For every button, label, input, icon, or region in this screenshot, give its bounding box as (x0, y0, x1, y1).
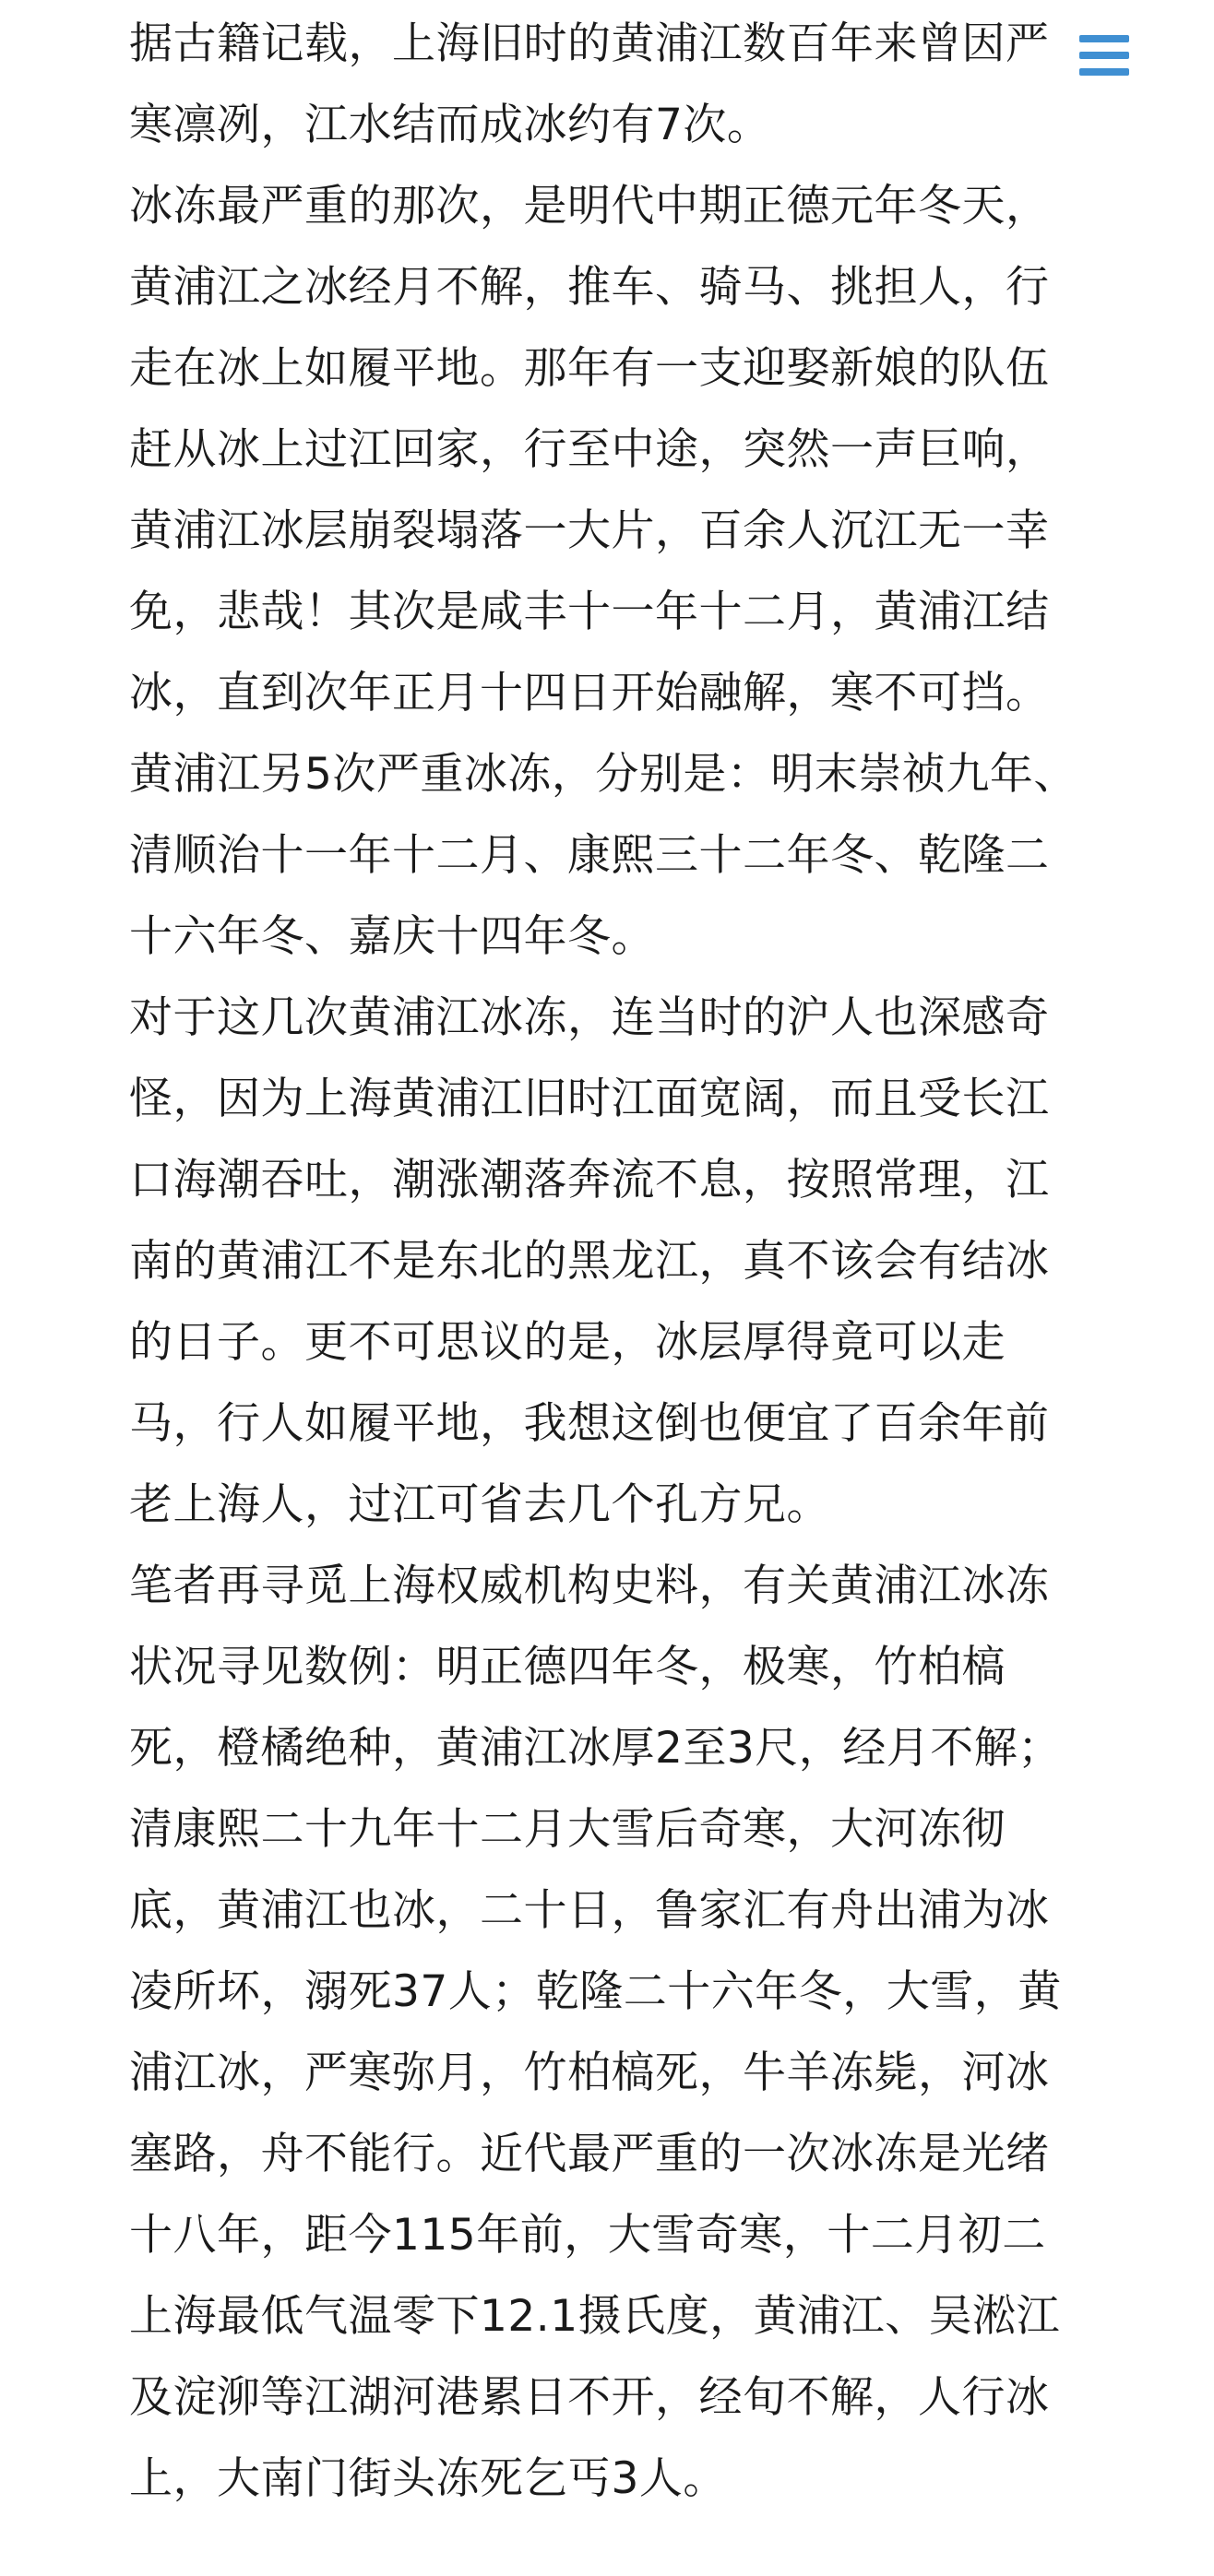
hamburger-menu-icon-bar (1079, 52, 1129, 59)
article-paragraph-1: 据古籍记载，上海旧时的黄浦江数百年来曾因严寒凛冽，江水结而成冰约有7次。 (129, 18, 1050, 150)
article-paragraph-5: 笔者再寻觅上海权威机构史料，有关黄浦江冰冻状况寻见数例：明正德四年冬，极寒，竹柏槁死，橙橘绝种，黄浦江冰厚2至3尺，经月不解；清康熙二十九年十二月大雪后奇寒，大河冻彻底，黄浦江也冰，二十日，鲁家汇有舟出浦为冰凌所坏，溺死37人；乾隆二十六年冬，大雪，黄浦江冰，严寒弥月，竹柏槁死，牛羊冻毙，河冰塞路，舟不能行。近代最严重的一次冰冻是光绪十八年，距今115年前，大雪奇寒，十二月初二上海最低气温零下12.1摄氏度，黄浦江、吴淞江及淀泖等江湖河港累日不开，经旬不解，人行冰上，大南门街头冻死乞丐3人。 (129, 1561, 1062, 2504)
hamburger-menu-icon (1079, 35, 1129, 42)
article-paragraph-4: 对于这几次黄浦江冰冻，连当时的沪人也深感奇怪，因为上海黄浦江旧时江面宽阔，而且受长江口海潮吞吐，潮涨潮落奔流不息，按照常理，江南的黄浦江不是东北的黑龙江，真不该会有结冰的日子。更不可思议的是，冰层厚得竟可以走马，行人如履平地，我想这倒也便宜了百余年前老上海人，过江可省去几个孔方兄。 (129, 992, 1050, 1530)
article-paragraph-3: 黄浦江另5次严重冰冻，分别是：明末崇祯九年、清顺治十一年十二月、康熙三十二年冬、乾隆二十六年冬、嘉庆十四年冬。 (129, 749, 1077, 962)
article-body (129, 0, 1079, 2520)
hamburger-menu-icon-bar (1079, 68, 1129, 76)
menu-button[interactable] (1076, 31, 1133, 79)
article-paragraph-2: 冰冻最严重的那次，是明代中期正德元年冬天，黄浦江之冰经月不解，推车、骑马、挑担人，行走在冰上如履平地。那年有一支迎娶新娘的队伍赶从冰上过江回家，行至中途，突然一声巨响，黄浦江冰层崩裂塌落一大片，百余人沉江无一幸免，悲哉！其次是咸丰十一年十二月，黄浦江结冰，直到次年正月十四日开始融解，寒不可挡。 (129, 181, 1050, 718)
